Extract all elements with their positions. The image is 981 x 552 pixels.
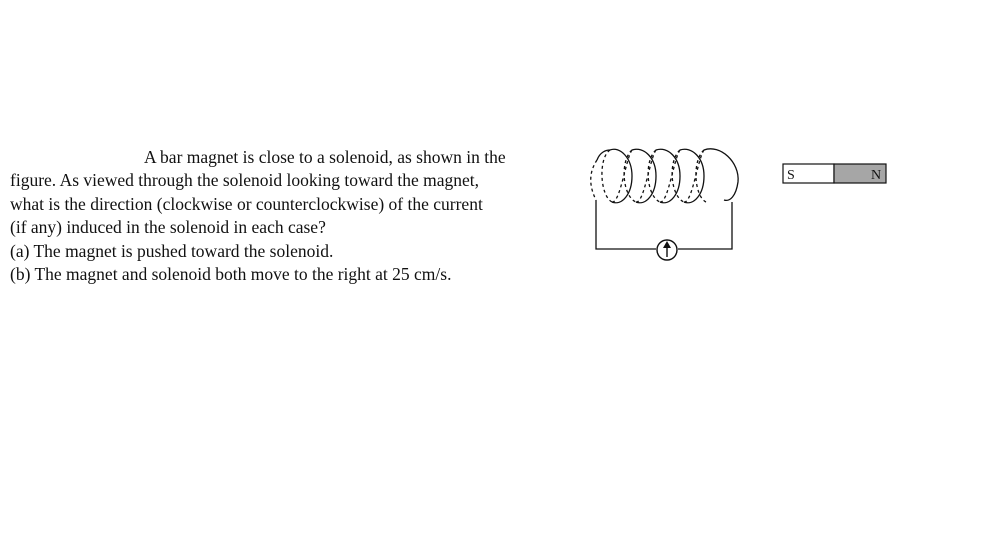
solenoid-coil-5-front: [704, 149, 738, 201]
problem-part-b: (b) The magnet and solenoid both move to the right at 25 cm/s.: [10, 264, 452, 285]
bar-magnet: [783, 164, 886, 183]
magnet-north-label: N: [871, 168, 882, 183]
solenoid-coil-2-back: [624, 150, 636, 202]
problem-line-1: A bar magnet is close to a solenoid, as shown in the: [144, 147, 506, 167]
magnet-south-label: S: [787, 168, 795, 183]
solenoid-coil-1-back: [602, 150, 612, 202]
solenoid-coil-3-back: [648, 150, 660, 202]
solenoid-left-end: [591, 160, 597, 200]
problem-line-2: figure. As viewed through the solenoid looking toward the magnet,: [10, 170, 480, 191]
problem-line-4: (if any) induced in the solenoid in each case?: [10, 217, 326, 238]
solenoid: [591, 149, 738, 203]
problem-line-3: what is the direction (clockwise or counterclockwise) of the current: [10, 193, 483, 214]
solenoid-coil-4-back: [672, 150, 684, 202]
galvanometer-arrow-icon: [657, 240, 677, 260]
problem-part-a: (a) The magnet is pushed toward the solenoid.: [10, 240, 334, 261]
